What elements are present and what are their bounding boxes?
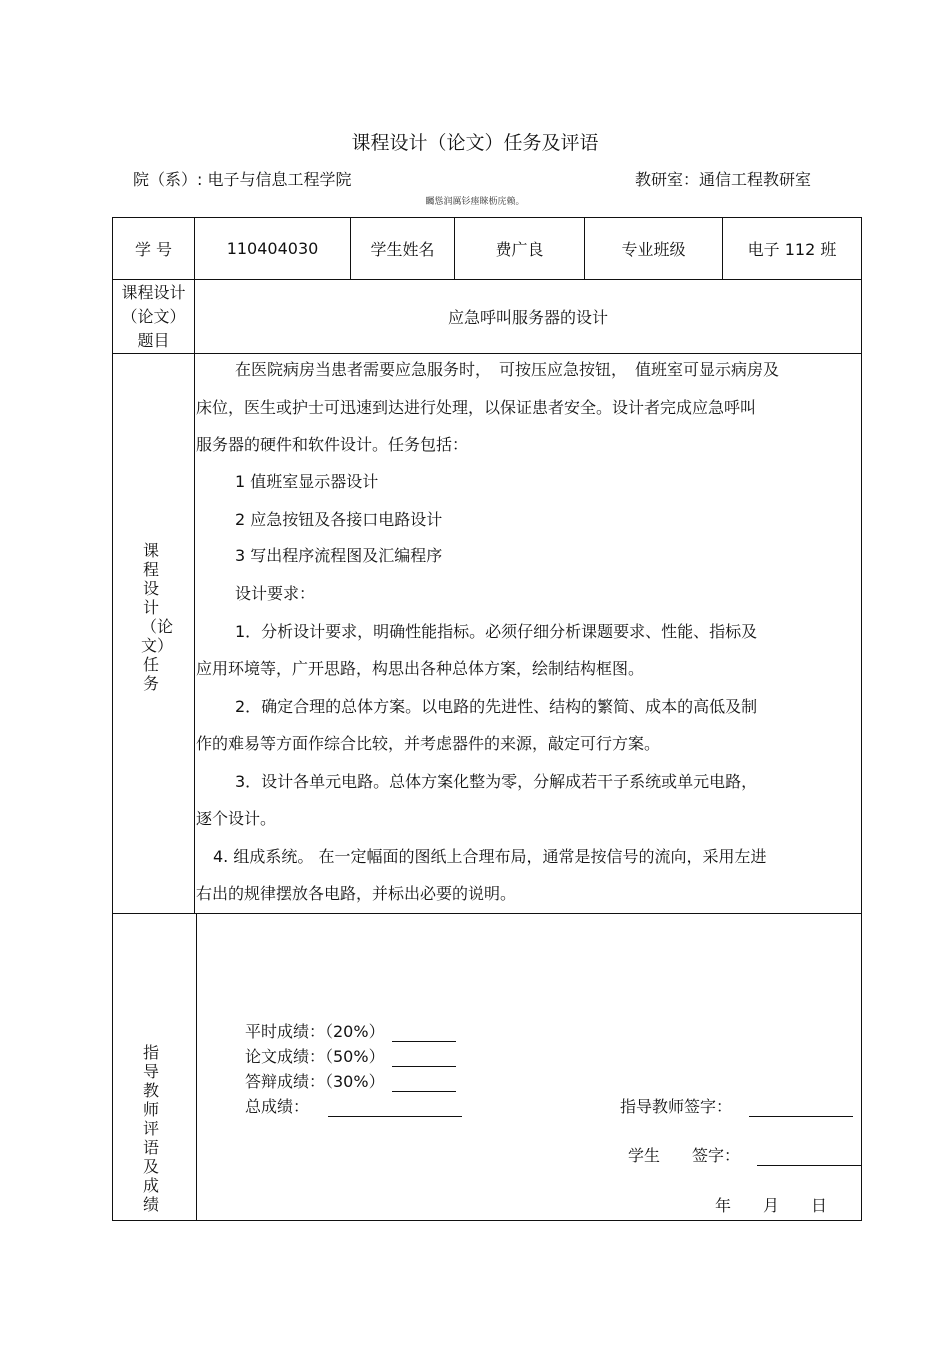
office-label: 教研室：通信工程教研室	[635, 170, 812, 189]
regular-score-label: 平时成绩：（20%）	[245, 1022, 385, 1041]
teacher-sign-row	[620, 1094, 853, 1117]
total-score-label: 总成绩：	[245, 1097, 310, 1116]
student-sign-label: 学生 签字：	[628, 1146, 741, 1165]
student-sign-blank[interactable]	[757, 1165, 861, 1166]
task-line: 2 应急按钮及各接口电路设计	[235, 510, 443, 529]
evaluation-label-text: 指导教师评语及成绩	[142, 1043, 159, 1214]
task-line: 右出的规律摆放各电路，并标出必要的说明。	[196, 884, 517, 903]
topic-value: 应急呼叫服务器的设计	[447, 308, 608, 327]
student-id-label: 学 号	[134, 240, 173, 259]
paper-score-row	[245, 1044, 456, 1067]
task-line: 1．分析设计要求，明确性能指标。必须仔细分析课题要求、性能、指标及	[235, 622, 758, 641]
topic-label-line: （论文）	[121, 306, 186, 326]
regular-score-blank[interactable]	[392, 1041, 456, 1042]
task-line: 3 写出程序流程图及汇编程序	[235, 546, 443, 565]
garbled-text: 矚慫润厲钐瘗睞枥庑赖。	[425, 197, 525, 207]
topic-label-line: 课程设计	[121, 282, 186, 302]
topic-label-line: 题目	[137, 330, 170, 350]
task-line: 3．设计各单元电路。总体方案化整为零，分解成若干子系统或单元电路，	[235, 772, 758, 791]
teacher-sign-blank[interactable]	[749, 1116, 853, 1117]
defense-score-blank[interactable]	[392, 1091, 456, 1092]
task-label	[141, 541, 174, 693]
task-line: 2．确定合理的总体方案。以电路的先进性、结构的繁简、成本的高低及制	[235, 697, 758, 716]
task-line: 逐个设计。	[196, 809, 277, 828]
total-score-row	[245, 1094, 462, 1117]
paper-score-blank[interactable]	[392, 1066, 456, 1067]
task-line: 设计要求：	[235, 584, 316, 603]
document-title: 课程设计（论文）任务及评语	[351, 132, 599, 154]
class-value: 电子 112 班	[747, 240, 837, 259]
task-line: 床位，医生或护士可迅速到达进行处理，以保证患者安全。设计者完成应急呼叫	[196, 398, 757, 417]
defense-score-label: 答辩成绩：（30%）	[245, 1072, 385, 1091]
evaluation-label	[141, 1043, 161, 1214]
task-line: 4. 组成系统。 在一定幅面的图纸上合理布局，通常是按信号的流向，采用左进	[213, 847, 767, 866]
topic-label	[113, 280, 194, 353]
task-line: 在医院病房当患者需要应急服务时， 可按压应急按钮， 值班室可显示病房及	[235, 360, 780, 379]
department-label: 院（系）: 电子与信息工程学院	[133, 170, 352, 189]
task-line: 应用环境等，广开思路，构思出各种总体方案，绘制结构框图。	[196, 659, 645, 678]
name-value: 费广良	[495, 240, 544, 259]
date-label: 年 月 日	[715, 1196, 828, 1215]
class-label: 专业班级	[621, 240, 686, 259]
total-score-blank[interactable]	[328, 1116, 462, 1117]
regular-score-row	[245, 1019, 456, 1042]
student-sign-row	[628, 1143, 861, 1166]
teacher-sign-label: 指导教师签字：	[620, 1097, 733, 1116]
task-line: 服务器的硬件和软件设计。任务包括：	[196, 435, 469, 454]
student-id-value: 110404030	[226, 239, 319, 258]
defense-score-row	[245, 1069, 456, 1092]
task-line: 1 值班室显示器设计	[235, 472, 379, 491]
paper-score-label: 论文成绩：（50%）	[245, 1047, 385, 1066]
name-label: 学生姓名	[370, 240, 435, 259]
task-line: 作的难易等方面作综合比较，并考虑器件的来源，敲定可行方案。	[196, 734, 661, 753]
task-label-text: 课程设计（论文）任务	[141, 541, 174, 693]
